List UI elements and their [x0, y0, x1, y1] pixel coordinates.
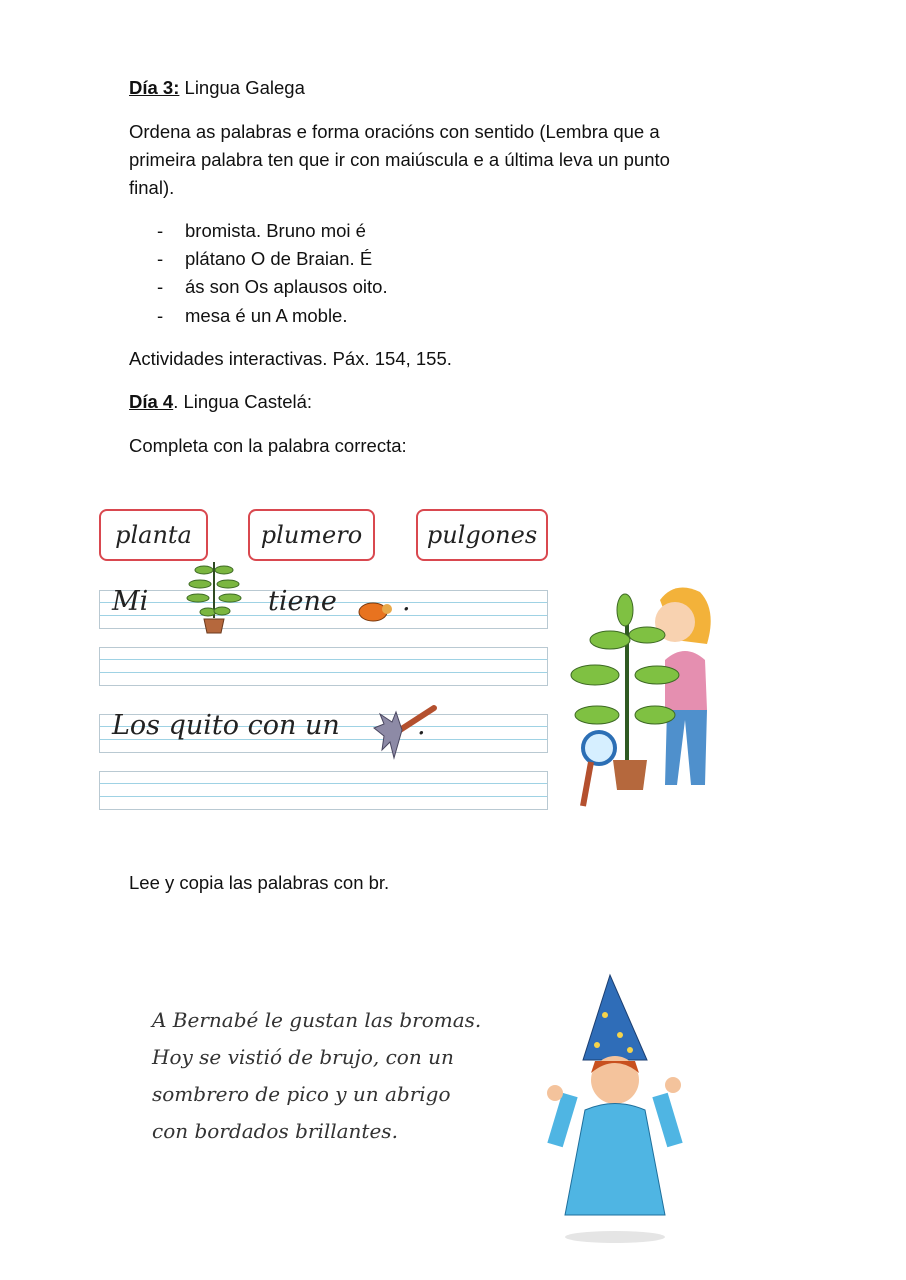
plant-icon — [186, 556, 242, 634]
list-item: - ás son Os aplausos oito. — [157, 276, 388, 297]
activities-text: Actividades interactivas. Páx. 154, 155. — [129, 348, 452, 369]
sentence-end: . — [417, 710, 426, 741]
copy-instruction: Lee y copia las palabras con br. — [129, 872, 390, 893]
complete-instruction: Completa con la palabra correcta: — [129, 435, 407, 456]
sentence-start: Los quito con un — [112, 710, 340, 741]
list-item: - plátano O de Braian. É — [157, 248, 373, 269]
feather-duster-icon — [370, 702, 440, 762]
word-box-pulgones: pulgones — [416, 509, 548, 561]
wizard-illustration — [525, 965, 705, 1245]
instruction-line: Ordena as palabras e forma oracións con sentido (Lembra que a — [129, 121, 660, 142]
word-box-plumero: plumero — [248, 509, 375, 561]
sentence-middle: tiene — [268, 586, 337, 617]
day4-heading: Día 4. Lingua Castelá: — [129, 391, 313, 412]
writing-line[interactable] — [99, 647, 548, 686]
sentence-end: . — [402, 586, 411, 617]
sentence-start: Mi — [112, 586, 149, 617]
list-item: - mesa é un A moble. — [157, 305, 348, 326]
word-box-planta: planta — [99, 509, 208, 561]
list-item: - bromista. Bruno moi é — [157, 220, 366, 241]
boy-with-plant-illustration — [565, 580, 725, 812]
writing-line[interactable] — [99, 771, 548, 810]
day3-heading: Día 3: Lingua Galega — [129, 77, 305, 98]
story-text: A Bernabé le gustan las bromas. Hoy se vistió de brujo, con un sombrero de pico y un abrigo con bordados brillantes. — [152, 1008, 482, 1143]
instruction-line: primeira palabra ten que ir con maiúscula e a última leva un punto — [129, 149, 670, 170]
aphid-icon — [356, 597, 396, 625]
instruction-line: final). — [129, 177, 175, 198]
